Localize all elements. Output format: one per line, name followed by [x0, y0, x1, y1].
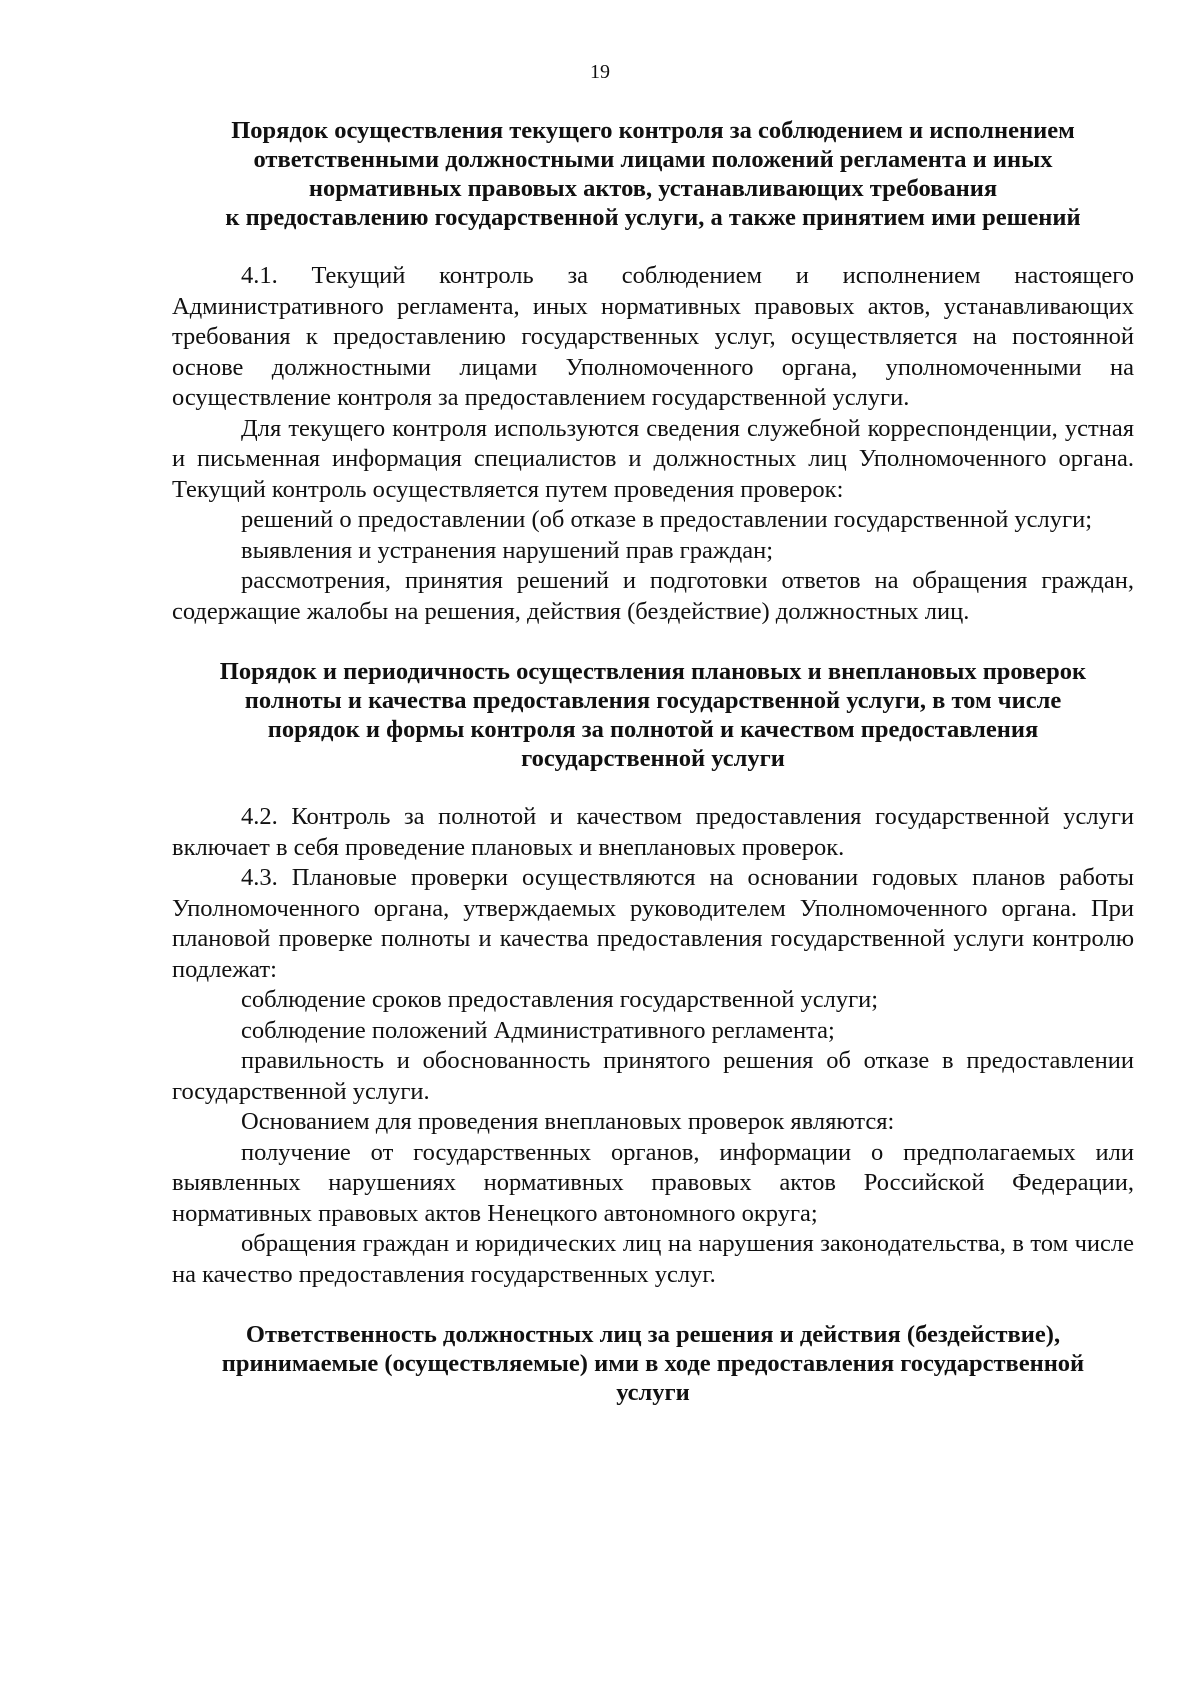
document-body: [172, 116, 1134, 1407]
heading-line: Порядок осуществления текущего контроля за соблюдением и исполнением: [231, 117, 1075, 144]
heading-line: принимаемые (осуществляемые) ими в ходе предоставления государственной: [221, 1350, 1085, 1377]
heading-line: нормативных правовых актов, устанавливающих требования: [308, 175, 998, 202]
heading-line: Порядок и периодичность осуществления плановых и внеплановых проверок: [219, 658, 1087, 685]
paragraph: 4.2. Контроль за полнотой и качеством предоставления государственной услуги включает в себя проведение плановых и внеплановых проверок.: [172, 803, 1134, 861]
heading-line: полноты и качества предоставления государственной услуги, в том числе: [244, 687, 1062, 714]
page-number: 19: [590, 61, 610, 83]
paragraph: решений о предоставлении (об отказе в предоставлении государственной услуги;: [241, 506, 1093, 533]
paragraph: выявления и устранения нарушений прав граждан;: [241, 536, 774, 564]
paragraph: Для текущего контроля используются сведения служебной корреспонденции, устная и письменная информация специалистов и должностных лиц Уполномоченного органа. Текущий контроль осуществляется путем проведения проверок:: [172, 414, 1134, 503]
paragraph: соблюдение сроков предоставления государственной услуги;: [241, 986, 879, 1013]
section-heading-current-control: [172, 116, 1134, 232]
paragraph: 4.1. Текущий контроль за соблюдением и исполнением настоящего Административного регламента, иных нормативных правовых актов, устанавливающих требования к предоставлению государственных услуг, осуществляется на постоянной основе должностными лицами Уполномоченного органа, уполномоченными на осуществление контроля за предоставлением государственной услуги.: [172, 262, 1134, 411]
paragraph: правильность и обоснованность принятого решения об отказе в предоставлении государственной услуги.: [172, 1047, 1134, 1105]
heading-line: ответственными должностными лицами положений регламента и иных: [253, 146, 1053, 173]
paragraph: получение от государственных органов, информации о предполагаемых или выявленных нарушениях нормативных правовых актов Российской Федерации, нормативных правовых актов Ненецкого автономного округа;: [172, 1138, 1134, 1227]
section-heading-responsibility: [172, 1320, 1134, 1407]
heading-line: Ответственность должностных лиц за решения и действия (бездействие),: [245, 1321, 1061, 1348]
heading-line: порядок и формы контроля за полнотой и качеством предоставления: [267, 716, 1039, 743]
heading-line: услуги: [616, 1379, 690, 1406]
paragraph: Основанием для проведения внеплановых проверок являются:: [241, 1108, 895, 1135]
heading-line: государственной услуги: [521, 745, 785, 772]
paragraph: рассмотрения, принятия решений и подготовки ответов на обращения граждан, содержащие жалобы на решения, действия (бездействие) должностных лиц.: [172, 567, 1134, 625]
section-heading-planned-inspections: [172, 657, 1134, 773]
heading-line: к предоставлению государственной услуги, а также принятием ими решений: [225, 204, 1081, 231]
paragraph: обращения граждан и юридических лиц на нарушения законодательства, в том числе на качество предоставления государственных услуг.: [172, 1230, 1134, 1288]
paragraph: соблюдение положений Административного регламента;: [241, 1016, 835, 1044]
paragraph: 4.3. Плановые проверки осуществляются на основании годовых планов работы Уполномоченного органа, утверждаемых руководителем Уполномоченного органа. При плановой проверке полноты и качества предоставления государственной услуги контролю подлежат:: [172, 864, 1134, 983]
